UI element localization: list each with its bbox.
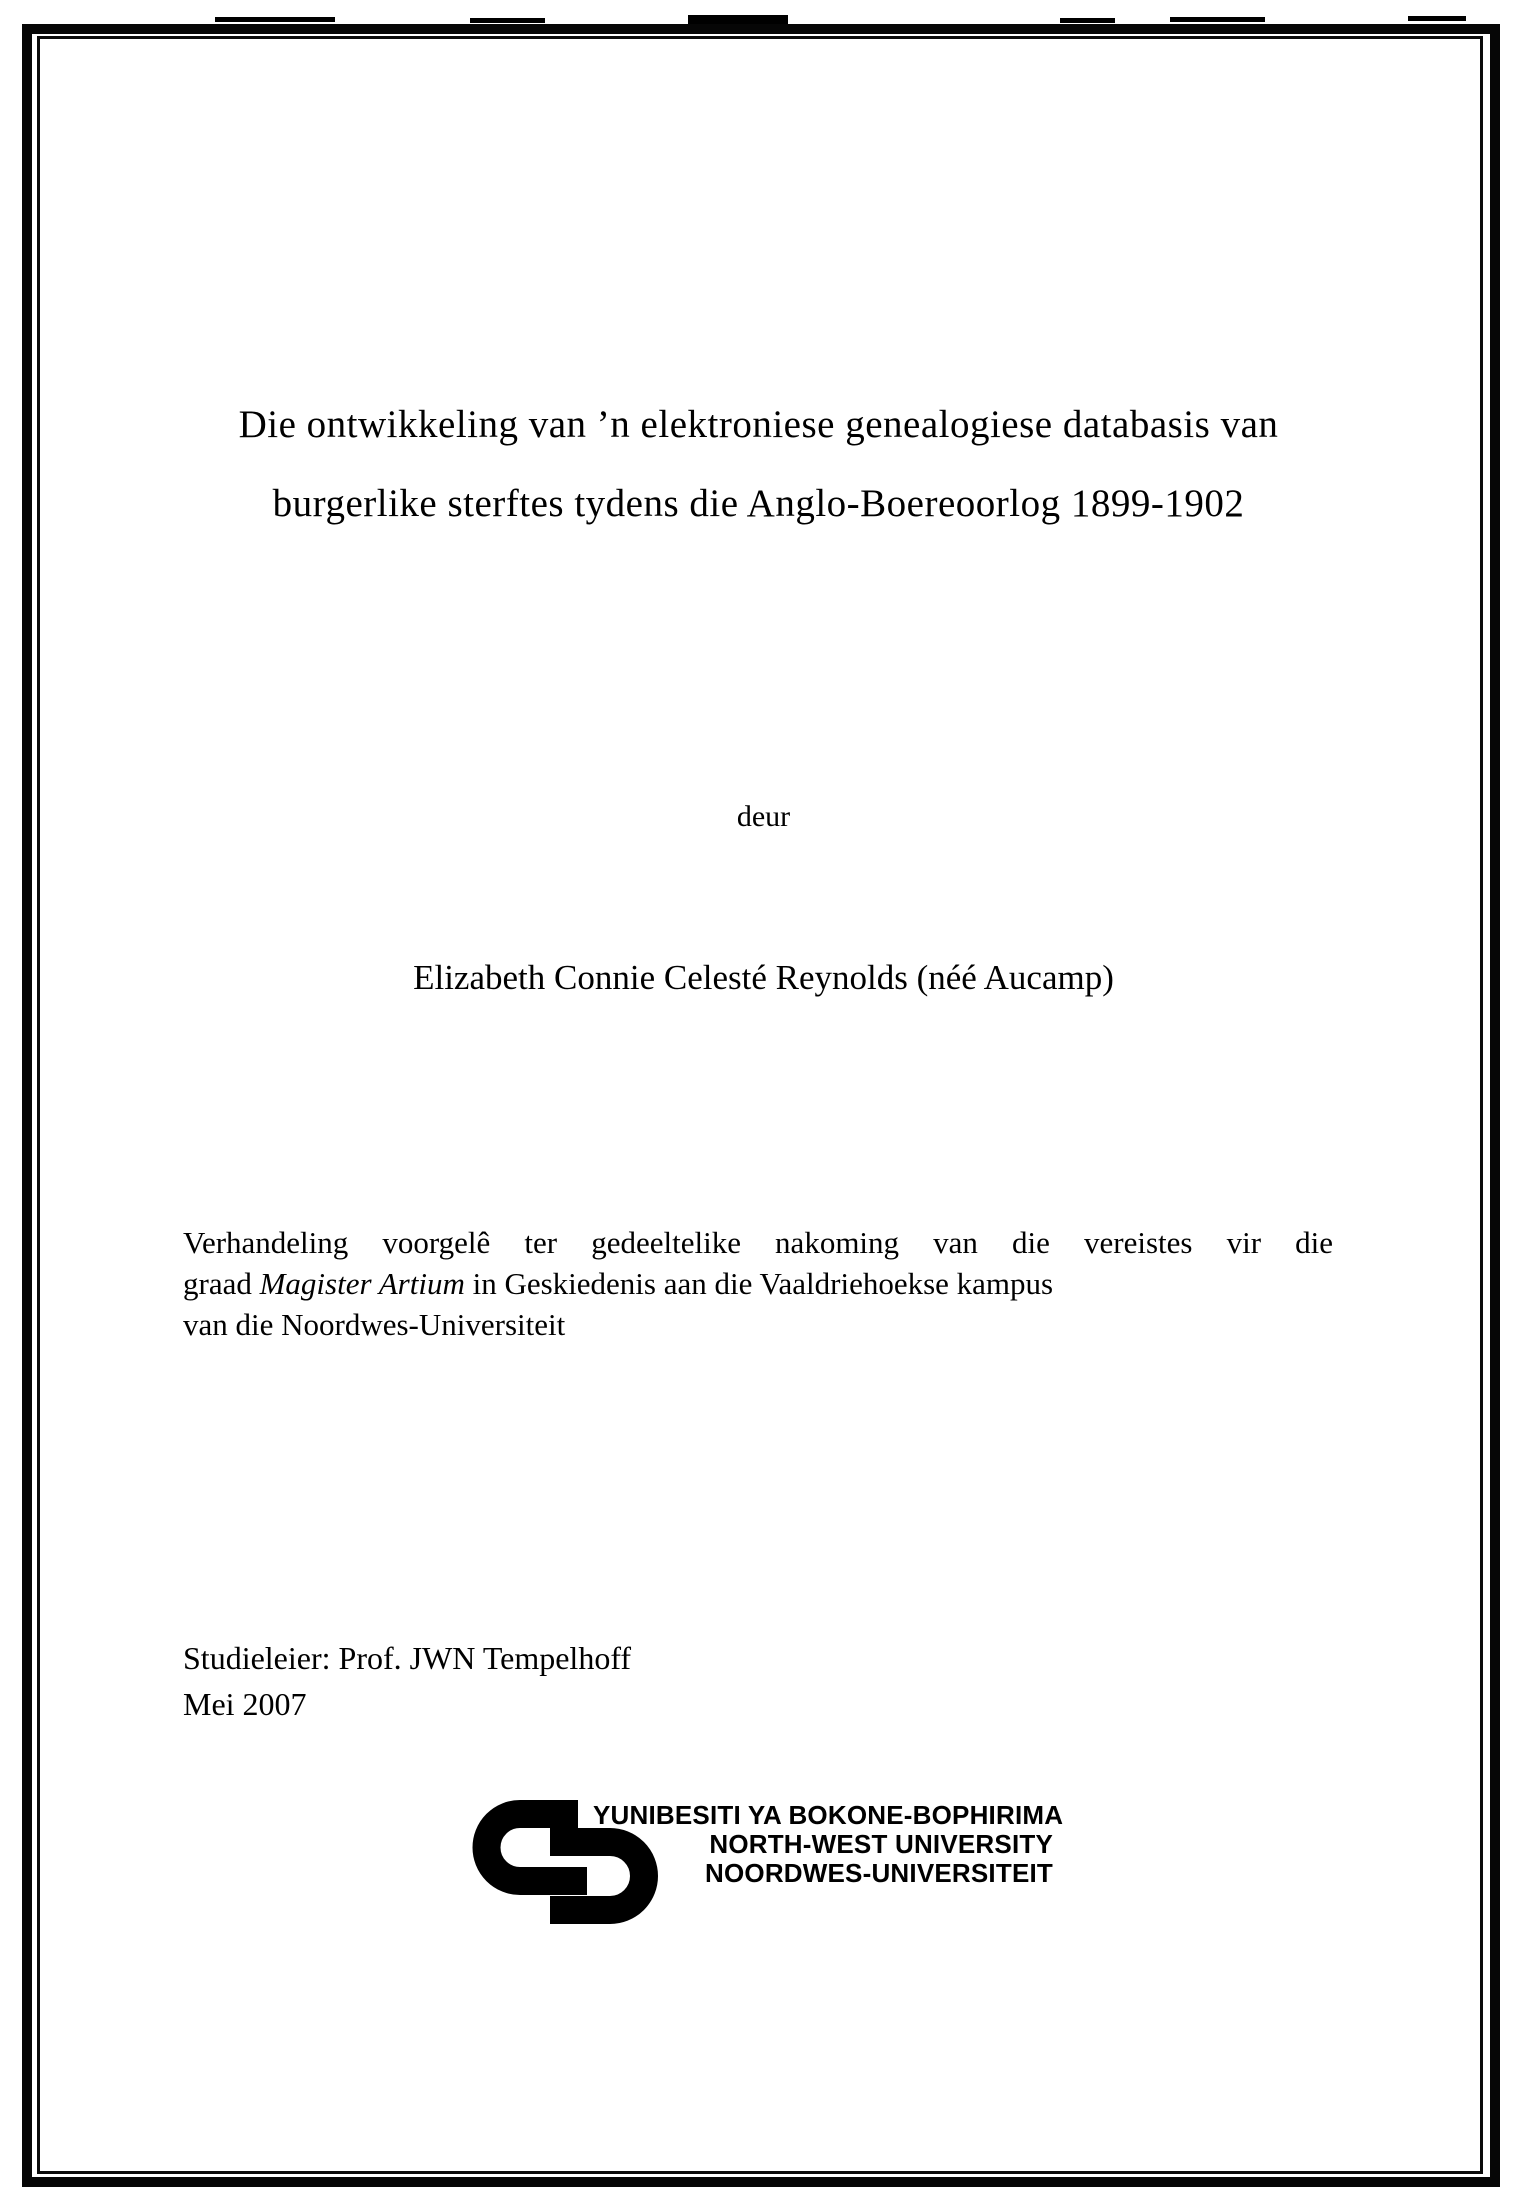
thesis-statement-line2	[183, 1263, 1333, 1304]
date-line: Mei 2007	[183, 1686, 307, 1722]
scan-artifact	[1170, 17, 1265, 22]
statement-line2-prefix: graad	[183, 1266, 260, 1301]
thesis-statement-line1: Verhandeling voorgelê ter gedeeltelike nakoming van die vereistes vir die	[183, 1225, 1333, 1260]
degree-name: Magister Artium	[259, 1266, 465, 1301]
author-name: Elizabeth Connie Celesté Reynolds (néé Aucamp)	[413, 958, 1114, 997]
scan-artifact	[470, 18, 545, 23]
thesis-title	[130, 385, 1387, 543]
logo-text-afrikaans: NOORDWES-UNIVERSITEIT	[705, 1858, 1053, 1888]
supervisor-line: Studieleier: Prof. JWN Tempelhoff	[183, 1640, 632, 1676]
statement-line2-suffix: in Geskiedenis aan die Vaaldriehoekse kampus	[464, 1266, 1054, 1301]
byline-label: deur	[736, 800, 791, 833]
logo-text-setswana: YUNIBESITI YA BOKONE-BOPHIRIMA	[593, 1800, 1064, 1830]
thesis-statement	[183, 1222, 1333, 1345]
thesis-statement-line3: van die Noordwes-Universiteit	[183, 1307, 566, 1342]
thesis-title-line2: burgerlike sterftes tydens die Anglo-Boereoorlog 1899-1902	[272, 482, 1245, 525]
scan-artifact	[688, 15, 788, 24]
scan-artifact	[215, 17, 335, 22]
scan-artifact	[1408, 16, 1466, 21]
thesis-title-line1: Die ontwikkeling van ’n elektroniese genealogiese databasis van	[238, 403, 1279, 446]
scan-artifact	[1060, 18, 1115, 23]
university-logo	[465, 1795, 1065, 1945]
university-logo-text	[593, 1800, 1064, 1888]
logo-text-english: NORTH-WEST UNIVERSITY	[709, 1829, 1053, 1859]
